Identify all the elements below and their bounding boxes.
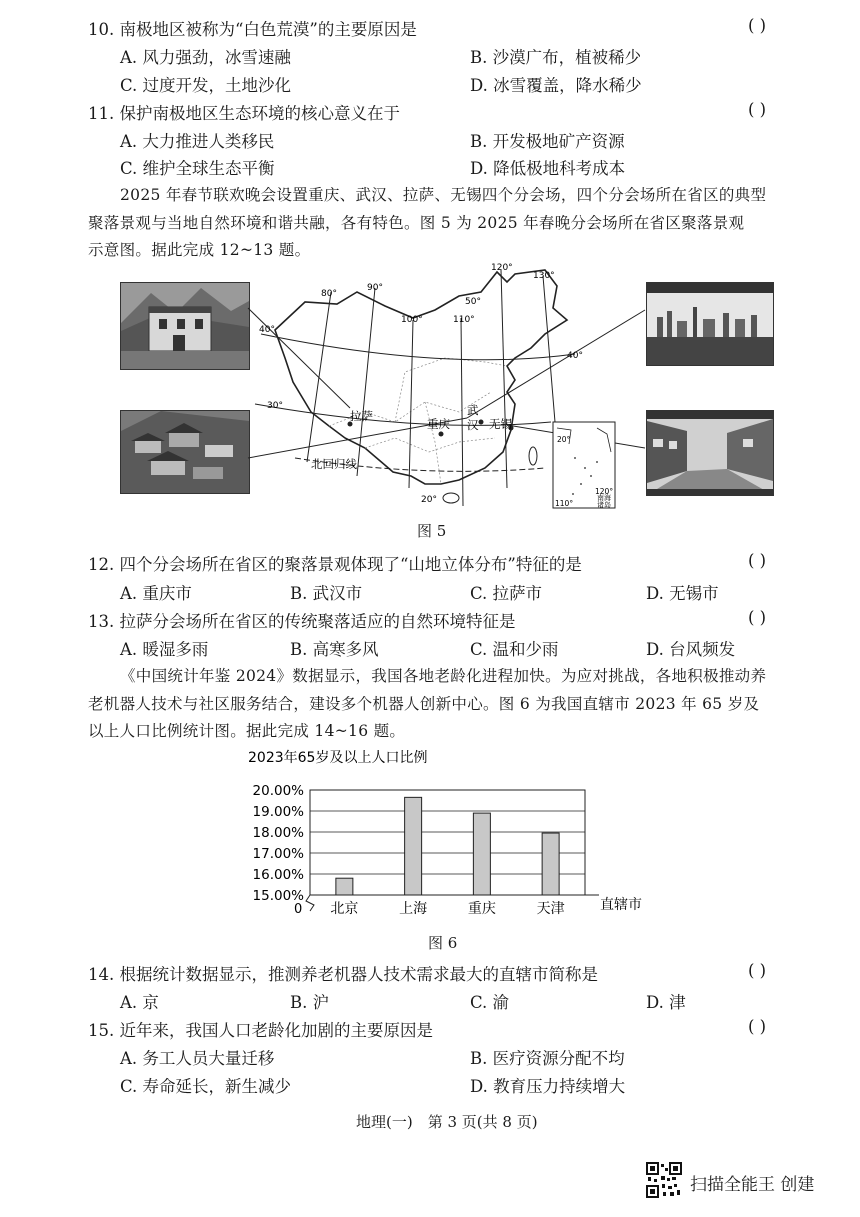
passage-1-line-3: 示意图。据此完成 12~13 题。 <box>88 241 311 259</box>
x-tick-label: 天津 <box>536 901 565 917</box>
lon-100 <box>409 320 413 488</box>
photo-mountain-village <box>120 410 250 494</box>
question-15 <box>88 1017 433 1041</box>
question-number: 11. <box>88 104 115 123</box>
lon-label-110: 110° <box>453 315 475 325</box>
question-number: 13. <box>88 612 115 631</box>
city-dot-chongqing <box>439 432 444 437</box>
y-tick-label: 20.00% <box>252 783 304 799</box>
lon-130 <box>543 276 555 422</box>
city-label-wuxi: 无锡 <box>489 417 512 431</box>
option-11-d[interactable]: D. 降低极地科考成本 <box>470 159 626 178</box>
question-stem: 近年来，我国人口老龄化加剧的主要原因是 <box>119 1021 433 1040</box>
lon-label-90: 90° <box>367 283 383 293</box>
city-dot-wuhan <box>479 420 484 425</box>
scanner-watermark: 扫描全能王 创建 <box>690 1175 815 1195</box>
option-13-a[interactable]: A. 暖湿多雨 <box>120 640 209 659</box>
qr-code-icon <box>646 1162 682 1198</box>
option-11-b[interactable]: B. 开发极地矿产资源 <box>470 132 625 151</box>
y-tick-label: 16.00% <box>252 867 304 883</box>
inset-lon-label-110: 110° <box>555 499 574 508</box>
answer-paren-12[interactable]: ( ) <box>748 551 767 570</box>
option-10-d[interactable]: D. 冰雪覆盖，降水稀少 <box>470 76 642 95</box>
lat-40 <box>261 334 575 360</box>
question-11 <box>88 100 400 124</box>
question-12 <box>88 551 582 575</box>
passage-1-line-1: 2025 年春节联欢晚会设置重庆、武汉、拉萨、无锡四个分会场，四个分会场所在省区的典型 <box>120 186 767 204</box>
chart-title: 2023年65岁及以上人口比例 <box>248 750 428 766</box>
y-axis-zero-label: 0 <box>294 902 303 917</box>
figure-6-caption: 图 6 <box>428 934 458 952</box>
bar-天津 <box>542 833 559 895</box>
option-12-b[interactable]: B. 武汉市 <box>290 584 363 603</box>
question-stem: 四个分会场所在省区的聚落景观体现了“山地立体分布”特征的是 <box>119 555 582 574</box>
question-10 <box>88 16 417 40</box>
question-number: 14. <box>88 965 115 984</box>
option-13-d[interactable]: D. 台风频发 <box>646 640 736 659</box>
question-stem: 保护南极地区生态环境的核心意义在于 <box>119 104 400 123</box>
option-14-b[interactable]: B. 沪 <box>290 993 330 1012</box>
option-10-a[interactable]: A. 风力强劲，冰雪速融 <box>120 48 291 67</box>
option-10-c[interactable]: C. 过度开发，土地沙化 <box>120 76 292 95</box>
x-tick-label: 北京 <box>330 901 359 917</box>
inset-note-1: 南海 <box>597 494 611 502</box>
question-stem: 拉萨分会场所在省区的传统聚落适应的自然环境特征是 <box>119 612 516 631</box>
answer-paren-13[interactable]: ( ) <box>748 608 767 627</box>
bar-重庆 <box>473 813 490 895</box>
lon-label-120: 120° <box>491 263 513 273</box>
china-map <box>245 262 655 512</box>
option-15-b[interactable]: B. 医疗资源分配不均 <box>470 1049 625 1068</box>
question-number: 15. <box>88 1021 115 1040</box>
option-14-c[interactable]: C. 渝 <box>470 993 510 1012</box>
option-15-d[interactable]: D. 教育压力持续增大 <box>470 1077 626 1096</box>
bar-上海 <box>405 797 422 895</box>
photo-city-skyline <box>646 282 774 366</box>
city-label-wuhan-1: 武 <box>467 403 479 417</box>
answer-paren-15[interactable]: ( ) <box>748 1017 767 1036</box>
option-11-a[interactable]: A. 大力推进人类移民 <box>120 132 275 151</box>
city-label-wuhan-2: 汉 <box>467 418 479 432</box>
figure-5-caption: 图 5 <box>417 522 447 540</box>
option-10-b[interactable]: B. 沙漠广布，植被稀少 <box>470 48 642 67</box>
x-tick-label: 重庆 <box>467 901 496 917</box>
question-stem: 根据统计数据显示，推测养老机器人技术需求最大的直辖市简称是 <box>119 965 598 984</box>
option-12-c[interactable]: C. 拉萨市 <box>470 584 543 603</box>
axis-break <box>306 895 314 911</box>
option-13-b[interactable]: B. 高寒多风 <box>290 640 379 659</box>
answer-paren-11[interactable]: ( ) <box>748 100 767 119</box>
inset-lon-label-120: 120° <box>595 487 614 496</box>
option-12-a[interactable]: A. 重庆市 <box>120 584 192 603</box>
passage-2-line-3: 以上人口比例统计图。据此完成 14~16 题。 <box>88 722 406 740</box>
option-11-c[interactable]: C. 维护全球生态平衡 <box>120 159 275 178</box>
bar-北京 <box>336 878 353 895</box>
lat-label-50: 50° <box>465 297 481 307</box>
y-tick-label: 17.00% <box>252 846 304 862</box>
city-label-chongqing: 重庆 <box>427 417 450 431</box>
population-ratio-chart <box>240 742 660 930</box>
lon-label-130: 130° <box>533 271 555 281</box>
option-15-a[interactable]: A. 务工人员大量迁移 <box>120 1049 275 1068</box>
page-footer: 地理(一) 第 3 页(共 8 页) <box>356 1113 538 1131</box>
option-13-c[interactable]: C. 温和少雨 <box>470 640 559 659</box>
lon-120 <box>501 270 507 488</box>
y-tick-label: 19.00% <box>252 804 304 820</box>
passage-1-line-2: 聚落景观与当地自然环境和谐共融，各有特色。图 5 为 2025 年春晚分会场所在省区聚落景观 <box>88 214 745 232</box>
inset-lat-label: 20° <box>557 435 571 444</box>
lat-label-30: 30° <box>267 401 283 411</box>
question-number: 10. <box>88 20 115 39</box>
lon-label-80: 80° <box>321 289 337 299</box>
question-number: 12. <box>88 555 115 574</box>
option-15-c[interactable]: C. 寿命延长，新生减少 <box>120 1077 292 1096</box>
question-13 <box>88 608 516 632</box>
answer-paren-10[interactable]: ( ) <box>748 16 767 35</box>
option-12-d[interactable]: D. 无锡市 <box>646 584 719 603</box>
lon-label-100: 100° <box>401 315 423 325</box>
option-14-a[interactable]: A. 京 <box>120 993 159 1012</box>
lat-label-40-east: 40° <box>567 351 583 361</box>
y-tick-label: 15.00% <box>252 888 304 904</box>
lat-label-40-west: 40° <box>259 325 275 335</box>
answer-paren-14[interactable]: ( ) <box>748 961 767 980</box>
photo-tibetan-house <box>120 282 250 370</box>
lat-label-20: 20° <box>421 495 437 505</box>
photo-water-town <box>646 410 774 496</box>
option-14-d[interactable]: D. 津 <box>646 993 686 1012</box>
question-stem: 南极地区被称为“白色荒漠”的主要原因是 <box>119 20 417 39</box>
passage-2-line-2: 老机器人技术与社区服务结合，建设多个机器人创新中心。图 6 为我国直辖市 2023 年 65 岁及 <box>88 695 760 713</box>
lon-80 <box>307 292 331 462</box>
question-14 <box>88 961 598 985</box>
x-axis-label: 直辖市 <box>600 897 642 913</box>
x-tick-label: 上海 <box>399 901 428 917</box>
passage-2-line-1: 《中国统计年鉴 2024》数据显示，我国各地老龄化进程加快。为应对挑战，各地积极推动养 <box>120 667 767 685</box>
y-tick-label: 18.00% <box>252 825 304 841</box>
inset-note-2: 诸岛 <box>597 501 611 509</box>
tropic-label: 北回归线 <box>311 457 357 471</box>
city-label-lasa: 拉萨 <box>350 409 373 423</box>
